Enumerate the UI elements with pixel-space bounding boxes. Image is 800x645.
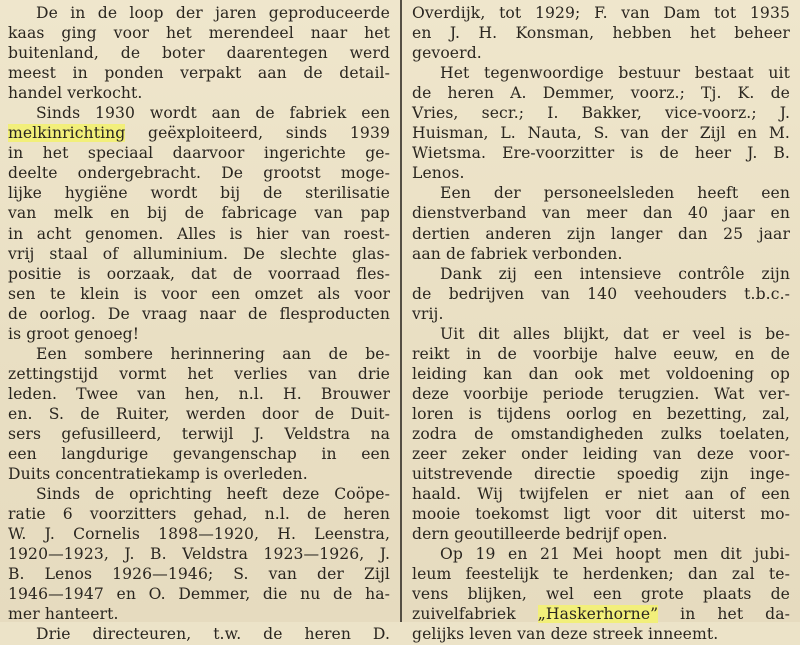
- text-line: is groot genoeg!: [8, 324, 140, 343]
- text-line: leden. Twee van hen, n.l. H. Brouwer: [8, 384, 390, 403]
- text-line: Sinds 1930 wordt aan de fabriek een: [36, 104, 390, 123]
- text-line: deelte ondergebracht. De grootst moge-: [8, 164, 390, 183]
- text-line: Overdijk, tot 1929; F. van Dam tot 1935: [412, 4, 790, 22]
- text-line: meest in ponden verpakt aan de detail-: [8, 64, 390, 83]
- text-line: haald. Wij twijfelen er niet aan of een: [412, 485, 790, 504]
- text-line: van melk en bij de fabricage van pap: [8, 204, 390, 223]
- text-line: gelijks leven van deze streek inneemt.: [412, 625, 719, 644]
- text-line: sers gefusilleerd, terwijl J. Veldstra na: [8, 424, 390, 443]
- text-line: positie is oorzaak, dat de voorraad fles-: [8, 264, 390, 283]
- text-line: 1946—1947 en O. Demmer, die nu de ha-: [8, 585, 390, 604]
- text-line: mer hanteert.: [8, 605, 119, 624]
- text-line: Een sombere herinnering aan de be-: [36, 344, 390, 363]
- text-line: en. S. de Ruiter, werden door de Duit-: [8, 404, 390, 423]
- text-line: lijke hygiëne wordt bij de sterilisatie: [8, 184, 390, 203]
- text-fragment: zuivelfabriek: [412, 605, 538, 624]
- text-line: kaas ging voor het merendeel naar het: [8, 24, 390, 43]
- text-line: [412, 604, 790, 624]
- text-line: in het speciaal daarvoor ingerichte ge-: [8, 144, 390, 163]
- text-line: dern geoutilleerde bedrijf open.: [412, 525, 668, 544]
- text-line: buitenland, de boter daarentegen werd: [8, 44, 390, 63]
- text-line: leum feestelijk te herdenken; dan zal te-: [412, 565, 790, 584]
- text-line: W. J. Cornelis 1898—1920, H. Leenstra,: [8, 525, 390, 544]
- text-line: [8, 123, 390, 143]
- text-line: Op 19 en 21 Mei hoopt men dit jubi-: [440, 545, 790, 564]
- text-line: De in de loop der jaren geproduceerde: [36, 4, 390, 22]
- left-column: [8, 3, 390, 645]
- text-line: ratie 6 voorzitters gehad, n.l. de heren: [8, 505, 390, 524]
- text-line: Dank zij een intensieve contrôle zijn: [440, 264, 790, 283]
- text-line: en J. H. Konsman, hebben het beheer: [412, 24, 790, 43]
- text-line: in acht genomen. Alles is hier van roest-: [8, 224, 390, 243]
- text-line: zodra de omstandigheden zulks toelaten,: [412, 424, 790, 443]
- text-line: Een der personeelsleden heeft een: [440, 184, 790, 203]
- text-line: zettingstijd vormt het verlies van drie: [8, 364, 390, 383]
- text-line: Het tegenwoordige bestuur bestaat uit: [440, 64, 790, 83]
- text-line: leiding kan dan ook met voldoening op: [412, 364, 790, 383]
- text-line: Huisman, L. Nauta, S. van der Zijl en M.: [412, 124, 790, 143]
- highlighted-term: „Haskerhorne”: [537, 605, 659, 624]
- text-line: Duits concentratiekamp is overleden.: [8, 465, 308, 484]
- text-line: de heren A. Demmer, voorz.; Tj. K. de: [412, 84, 790, 103]
- text-line: vrij staal of alluminium. De slechte glas-: [8, 244, 390, 263]
- text-line: uitstrevende directie spoedig zijn inge-: [412, 465, 790, 484]
- text-line: vrij.: [412, 304, 444, 323]
- highlighted-term: melkinrichting: [8, 124, 126, 143]
- text-line: Uit dit alles blijkt, dat er veel is be-: [440, 324, 790, 343]
- text-line: de bedrijven van 140 veehouders t.b.c.-: [412, 284, 790, 303]
- text-line: handel verkocht.: [8, 84, 143, 103]
- right-column: [412, 3, 790, 645]
- text-line: de oorlog. De vraag naar de flesproducten: [8, 304, 390, 323]
- text-line: Lenos.: [412, 164, 465, 183]
- text-line: vens blijken, wel een grote plaats de: [412, 585, 790, 604]
- text-line: een langdurige gevangenschap in een: [8, 445, 390, 464]
- text-line: sen te klein is voor een omzet als voor: [8, 284, 390, 303]
- text-line: B. Lenos 1926—1946; S. van der Zijl: [8, 565, 390, 584]
- text-line: deze voorbije periode terugzien. Wat ver-: [412, 384, 790, 403]
- text-fragment: in het da-: [658, 605, 790, 624]
- text-line: gevoerd.: [412, 44, 482, 63]
- text-line: reikt in de voorbije halve eeuw, en de: [412, 344, 790, 363]
- text-line: Sinds de oprichting heeft deze Coöpe-: [36, 485, 390, 504]
- text-line: Vries, secr.; I. Bakker, vice-voorz.; J.: [412, 104, 790, 123]
- text-line: dienstverband van meer dan 40 jaar en: [412, 204, 790, 223]
- text-line: aan de fabriek verbonden.: [412, 244, 623, 263]
- text-line: Wietsma. Ere-voorzitter is de heer J. B.: [412, 144, 790, 163]
- text-line: Drie directeuren, t.w. de heren D.: [36, 625, 390, 644]
- text-line: zeer zeker onder leiding van deze voor-: [412, 445, 790, 464]
- text-line: 1920—1923, J. B. Veldstra 1923—1926, J.: [8, 545, 390, 564]
- text-line: dertien anderen zijn langer dan 25 jaar: [412, 224, 790, 243]
- text-fragment: geëxploiteerd, sinds 1939: [125, 124, 390, 143]
- column-divider: [400, 0, 402, 622]
- text-line: loren is tijdens oorlog en bezetting, zal,: [412, 404, 790, 423]
- text-line: mooie toekomst ligt voor dit uiterst mo-: [412, 505, 790, 524]
